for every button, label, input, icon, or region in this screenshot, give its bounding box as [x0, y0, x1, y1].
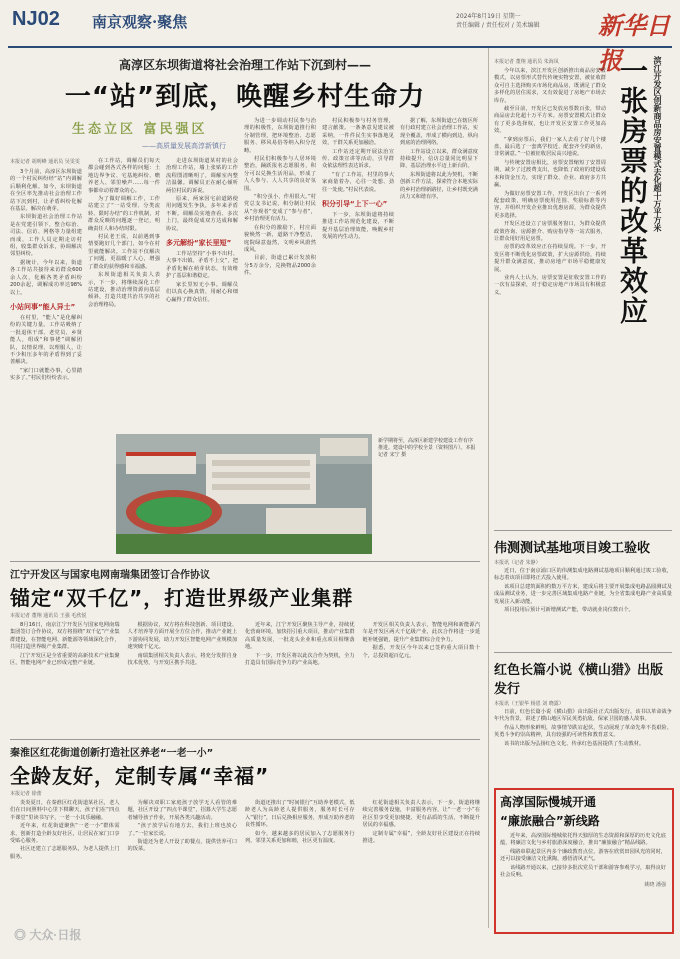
- story2-text-4: 开发区相关负责人表示，智能电网和新能源汽车是开发区两大千亿级产业，此次合作将进一步延链补链强链，提升产业集群综合竞争力。 据悉，开发区今年以来已签约重大项目数十个，总投资超百亿元。: [362, 622, 481, 659]
- divider-1: [10, 561, 480, 562]
- divider-r1: [494, 530, 672, 531]
- lead-column-2: [88, 158, 160, 310]
- banner-line1: 生态立区 富民强区: [72, 122, 208, 137]
- lead-title: 一“站”到底，唤醒乡村生命力: [64, 82, 426, 112]
- page-number: NJ02: [12, 8, 60, 30]
- brief-2: [494, 659, 672, 749]
- lead-byline: 本报记者 胡明峰 通讯员 吴雯雯: [10, 159, 80, 165]
- story3-byline: 本报记者 徐蕾: [10, 791, 42, 797]
- brief3-text: 近年来，高淳国际慢城依托得天独厚的生态资源和深厚的历史文化底蕴，将廉洁文化与乡村旅游深度融合，推出“廉旅融合”精品线路。 线路串联起景区内多个廉政教育点位，游客在欣赏田园风光的同时，还可以接受廉洁文化熏陶，感悟清风正气。 该线路开通以来，已接待多批次党员干部和游客参观学习，取得良好社会反响。: [500, 833, 666, 879]
- watermark-logo: ◎ 大众·日报: [14, 928, 82, 942]
- lead-text-3: 走进东坝街道某村的社会治理工作站，墙上张贴的工作流程图清晰明了，调解室内整洁温馨。调解员正在耐心倾听两位村民的诉说。 原来，两家因宅前道路使用问题发生争执，多年来矛盾不断。调解员实地查看、多次上门，最终促成双方达成和解协议。: [166, 158, 238, 232]
- story2-text-1: 8月16日，南京江宁开发区与国家电网南瑞集团签订合作协议，双方将围绕“双千亿”产业集群建设，在智能电网、新能源等领域深化合作，共同打造世界级产业集群。 江宁开发区是全省重要的高新技术产业集聚区，智能电网产业已形成完整产业链。: [10, 622, 120, 667]
- right-vertical-title: 一张房票的改革效应: [616, 56, 649, 326]
- lead-column-4: [244, 118, 316, 279]
- dateline-editors: 责任编辑 / 责任校对 / 美术编辑: [456, 22, 540, 29]
- lead-column-3: [166, 158, 238, 305]
- story3-text-4: 红花街道相关负责人表示，下一步，街道将继续完善服务设施，丰富服务内容，让“一老一小”在社区里享受更加便捷、更有品质的生活，不断提升居民的幸福感。 定制专属“幸福”，全龄友好社区建设正在持续推进。: [362, 800, 481, 845]
- brief1-title: 伟测测试基地项目竣工验收: [494, 541, 651, 556]
- column-divider: [488, 48, 489, 928]
- story3-columns: [10, 800, 480, 862]
- lead-text-1b: 在村里，“能人”是化解纠纷的关键力量。工作站吸纳了一批退休干部、老党员、乡贤能人，组成“和事佬”调解团队，以情说理、以理服人，让不少积压多年的矛盾得到了妥善解决。 “家门口就能办事，心里踏实多了。”村民们纷纷表示。: [10, 314, 82, 382]
- brief1-text: 近日，位于南京浦口区的伟测集成电路测试基地项目顺利通过竣工验收，标志着该项目即将正式投入使用。 该项目总建筑面积约数万平方米，建成后将主要开展集成电路晶圆测试及成品测试业务，进一步完善区域集成电路产业链，为全省集成电路产业高质量发展注入新动能。 项目投用后预计可新增测试产能，带动就业岗位数百个。: [494, 568, 672, 614]
- lead-subhead-2: 多元解纷“家长里短”: [166, 239, 232, 248]
- story2-kicker-wrap: [10, 566, 480, 581]
- lead-text-4: 为进一步调动村民参与治理的积极性，东坝街道推行积分制管理，把环境整治、志愿服务、移风易俗等纳入积分范畴。 村民们积极参与人居环境整治，踊跃报名志愿服务，积分可以兑换生活用品，形成了人人参与、人人共享的良好氛围。 “积分虽小，作用很大。”村党总支书记说，积分制让村民从“旁观者”变成了“参与者”，乡村治理更有活力。 在积分的激励下，村庄面貌焕然一新，道路干净整洁，庭院绿意盎然，文明乡风蔚然成风。 目前，街道已累计发放积分5万余分，兑换物品2000余件。: [244, 118, 316, 277]
- brief-1: [494, 537, 672, 615]
- lead-text-3b: 工作站坚持“小事不出村、大事不出镇、矛盾不上交”，把矛盾化解在萌芽状态，有效维护了基层和谐稳定。 家长里短无小事。调解员们以真心换真情，用耐心和细心赢得了群众信任。: [166, 251, 238, 303]
- lead-title-wrap: [10, 76, 480, 113]
- right-vertical-subtitle: 滨江开发区创新商品房安置模式去化超十万平方米: [653, 56, 662, 232]
- story2-text-2: 根据协议，双方将在科技创新、项目建设、人才培养等方面开展全方位合作，推动产业链上下游协同发展，助力开发区智能电网产业规模加速突破千亿元。 南瑞集团相关负责人表示，将充分发挥自身技术优势，与开发区携手共进。: [127, 622, 238, 667]
- lead-text-2: 在工作站，调解员们每天都会碰到各式各样的问题：土地边界争议、宅基地纠纷、赡养老人、邻里噪声……每一件事都牵动着群众的心。 为了做好调解工作，工作站建立了“一站受理、分类流转、限时办结”的工作机制，对群众反映的问题逐一登记，明确责任人和办结时限。 村民老王说，以前遇到事情要跑好几个部门，如今在村里就能解决。工作站不仅解决了问题，更温暖了人心，增强了群众的获得感和幸福感。 东坝街道相关负责人表示，下一步，将继续深化工作站建设，推动治理资源向基层倾斜，打造共建共治共享的社会治理格局。: [88, 158, 160, 308]
- lead-text-5b: 下一步，东坝街道将持续推进工作站规范化建设，不断提升基层治理效能，唤醒乡村发展的内生动力。: [322, 212, 394, 241]
- story3-kicker-wrap: [10, 744, 480, 759]
- brief2-text: 日前，红色长篇小说《横山猎》由出版社正式出版发行。该书以革命战争年代为背景，讲述了横山地区军民英勇抗敌、保家卫国的感人故事。 作品人物形象鲜明，故事情节跌宕起伏，生动展现了革命先辈不畏艰险、英勇斗争的崇高精神，具有较强的可读性和教育意义。 该书的出版为弘扬红色文化、传承红色基因提供了生动教材。: [494, 709, 672, 747]
- lead-banner: [72, 118, 272, 156]
- dateline: [456, 12, 540, 30]
- story2-byline: 本报记者 董翔 通讯员 王强 毛欣悦: [10, 613, 87, 619]
- section-title: 南京观察·聚焦: [92, 13, 188, 31]
- story3-title: 全龄友好，定制专属“幸福”: [10, 764, 270, 788]
- watermark-text: 大众·日报: [29, 928, 82, 942]
- story3-title-wrap: [10, 760, 480, 789]
- lead-kicker-wrap: [10, 56, 480, 73]
- story3-text-3: 街道还推出了“时间银行”互助养老模式，低龄老人为高龄老人提供服务，服务时长可存入“银行”，日后兑换相应服务，形成互助养老的良性循环。 如今，越来越多的居民加入了志愿服务行列，邻里关系更加和睦，社区更有温度。: [245, 800, 355, 845]
- story2-title-wrap: [10, 582, 480, 611]
- lead-photo: [116, 434, 372, 554]
- right-lead-text: 今年以来，滨江开发区创新推出商品房安置模式，以房票形式替代传统实物安置，被征收群众可自主选择购买市场化商品房，既满足了群众多样化的居住需求，又有效促进了房地产市场去库存。 截至目前，开发区已发放房票数百张，带动商品房去化超十万平方米。房票安置模式让群众有了更多选择权，也让开发区安置工作更加高效。 “拿到房票后，我们一家人去看了好几个楼盘，最后选了一套离学校近、配套齐全的新房，非常满意。”一位被征收居民高兴地说。 与传统安置房相比，房票安置缩短了安置周期，减少了过渡费支出，也降低了政府的建设成本和资金压力，实现了群众、企业、政府多方共赢。 为做好房票安置工作，开发区出台了一系列配套政策，明确房票使用范围、奖励标准等内容，并组织开发企业推出优惠房源，为群众提供更多选择。 开发区还设立了房票服务窗口，为群众提供政策咨询、房源推介、购房指导等一站式服务，让群众用好用足房票。 房票的改革效应正在持续显现。下一步，开发区将不断优化房票政策，扩大房源供给，持续提升群众满意度，推动房地产市场平稳健康发展。 业内人士认为，房票安置是征收安置工作的一次有益探索，对于稳定房地产市场具有积极意义。: [494, 68, 606, 296]
- lead-subhead-3: 积分引导“上下一心”: [322, 200, 388, 209]
- brief2-byline: 本报讯（王银华 杨恩 刘 晓露）: [494, 701, 564, 707]
- story2-title: 锚定“双千亿”，打造世界级产业集群: [10, 586, 354, 610]
- story2-text-3: 近年来，江宁开发区聚焦主导产业，持续优化营商环境，加快招引重大项目，推动产业集群高质量发展，一批龙头企业和重点项目相继落地。 下一步，开发区将以此次合作为契机，全力打造具有国际竞争力的产业高地。: [245, 622, 355, 667]
- brief2-title: 红色长篇小说《横山猎》出版发行: [494, 663, 664, 697]
- lead-column-6: [400, 118, 478, 202]
- right-byline: 本报记者 董翔 通讯员 朱海凤: [494, 59, 559, 65]
- divider-2: [10, 739, 480, 740]
- brief3-byline: 姚晓 潘强: [644, 882, 666, 889]
- school-aerial-illustration: [116, 434, 372, 554]
- lead-photo-caption-wrap: [378, 438, 476, 459]
- masthead-logo: 新华日报: [598, 11, 670, 75]
- brief-3: [500, 793, 666, 888]
- story3-text-1: 炎炎夏日，在秦淮区红花街道某社区，老人们在日间照料中心里下棋聊天，孩子们在“四点半课堂”里读书写字，一老一小其乐融融。 近年来，红花街道聚焦“一老一小”群体需求，创新打造全龄友好社区，让居民在家门口享受贴心服务。 社区还建立了志愿服务队，为老人提供上门服务。: [10, 800, 120, 860]
- story3-body: [10, 790, 480, 862]
- lead-photo-caption: 新学期将至，高淳区新建学校建设工作有序推进。建设中的学校全景（资料图片）。本报记者 宋宁 摄: [378, 438, 476, 458]
- brief3-title-line2: “廉旅融合”新线路: [500, 814, 600, 828]
- lead-text-5: 村民积极参与村务管理，建言献策。一条条意见建议被采纳，一件件民生实事落地见效，干群关系更加融洽。 工作站还定期开展法治宣传、政策宣讲等活动，引导群众依法理性表达诉求。 “有了工作站，村里的事大家商量着办，心往一处想、劲往一处使。”村民代表说。: [322, 118, 394, 193]
- lead-subhead-1: 小站问事“能人异士”: [10, 302, 76, 311]
- lead-text-6: 据了解，东坝街道已在辖区所有行政村建立社会治理工作站，实现全覆盖，形成了横向到边、纵向到底的治理网络。 工作站设立以来，群众满意度持续提升，信访总量同比明显下降，基层治理水平迈上新台阶。 东坝街道将以此为契机，不断创新工作方法，探索符合本地实际的乡村治理新路径，让乡村既充满活力又和谐有序。: [400, 118, 478, 201]
- lead-column-5: [322, 118, 394, 243]
- lead-text-1: 3个月前，高淳区东坝街道的一个村民纠纷经“站”内调解后顺利化解。如今，东坝街道在全区率先推动社会治理工作站下沉到村，让矛盾纠纷化解在基层、解决在萌芽。 东坝街道社会治理工作站是在党建引领下，整合综治、司法、信访、网格等力量组建而成，工作人员定期走访村组，收集群众诉求，协调解决邻里纠纷。 据统计，今年以来，街道各工作站共接待来访群众600余人次，化解各类矛盾纠纷200余起，调解成功率达98%以上。: [10, 169, 82, 296]
- story2-kicker: 江宁开发区与国家电网南瑞集团签订合作协议: [10, 570, 210, 581]
- lead-kicker: 高淳区东坝街道将社会治理工作站下沉到村——: [118, 58, 371, 72]
- divider-r2: [494, 652, 672, 653]
- banner-line2: ——高质量发展高淳新镇行: [142, 142, 226, 150]
- story3-text-2: 为解决双职工家庭孩子放学无人看管的难题，社区开设了“四点半课堂”，招募大学生志愿者辅导孩子作业，开展各类兴趣活动。 “孩子放学后有地方去，我们上班也放心了。”一位家长说。 街道还为老人开设了助餐点，提供营养可口的饭菜。: [127, 800, 238, 853]
- right-lead-body: [494, 58, 606, 298]
- brief3-title-line1: 高淳国际慢城开通: [500, 795, 597, 809]
- lead-column-1: [10, 158, 82, 384]
- story2-body: [10, 612, 480, 668]
- story2-columns: [10, 622, 480, 668]
- story3-kicker: 秦淮区红花街道创新打造社区养老“一老一小”: [10, 748, 214, 759]
- dateline-date: 2024年8月19日 星期一: [456, 13, 521, 20]
- brief1-byline: 本报讯（记者 朱静）: [494, 560, 541, 566]
